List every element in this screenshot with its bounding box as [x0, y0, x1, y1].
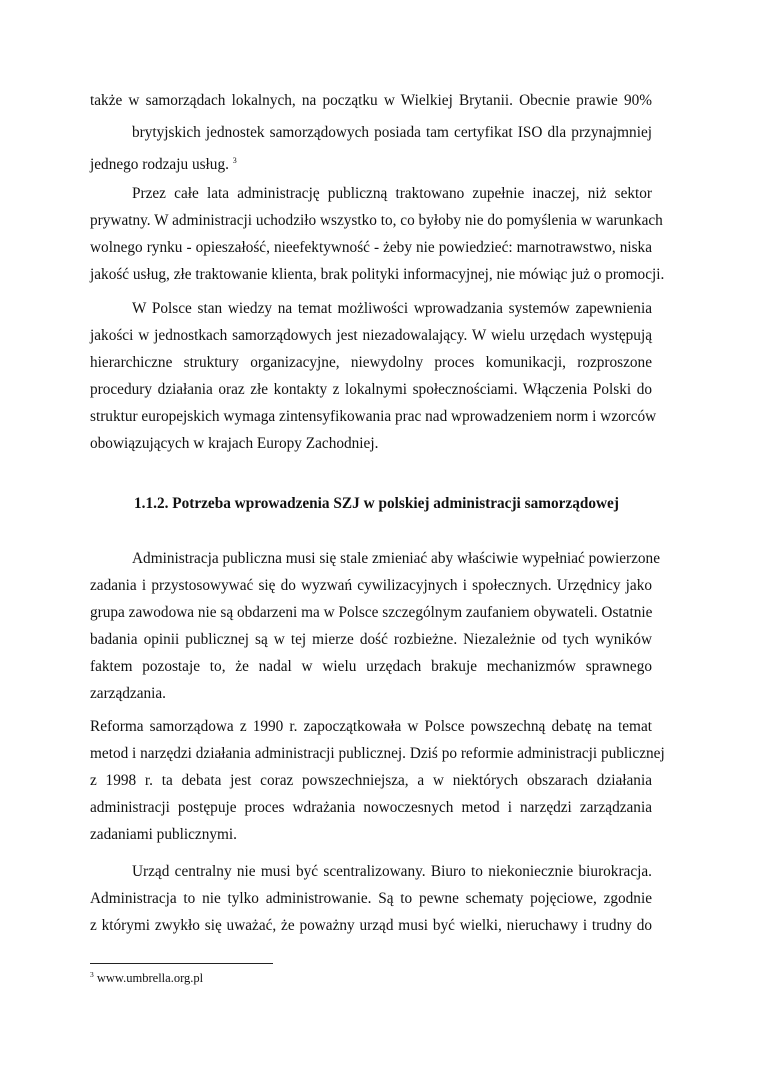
paragraph-line: hierarchiczne struktury organizacyjne, niewydolny proces komunikacji, rozproszone	[90, 354, 652, 371]
paragraph-line	[90, 152, 652, 174]
paragraph-line: Urząd centralny nie musi być scentralizowany. Biuro to niekoniecznie biurokracja.	[132, 863, 652, 880]
paragraph-line: Administracja to nie tylko administrowanie. Są to pewne schematy pojęciowe, zgodnie	[90, 890, 652, 907]
text: jednego rodzaju usług.	[90, 156, 229, 173]
paragraph-line: brytyjskich jednostek samorządowych posiada tam certyfikat ISO dla przynajmniej	[132, 124, 652, 141]
paragraph-line: Administracja publiczna musi się stale zmieniać aby właściwie wypełniać powierzone	[132, 550, 660, 567]
paragraph-line: struktur europejskich wymaga zintensyfikowania prac nad wprowadzeniem norm i wzorców	[90, 408, 657, 425]
paragraph-line: Reforma samorządowa z 1990 r. zapoczątkowała w Polsce powszechną debatę na temat	[90, 718, 652, 735]
footnote-separator	[90, 963, 273, 964]
paragraph-line: grupa zawodowa nie są obdarzeni ma w Polsce szczególnym zaufaniem obywateli. Ostatnie	[90, 604, 653, 621]
footnote-reference[interactable]: 3	[232, 156, 237, 165]
footnote-text: www.umbrella.org.pl	[96, 971, 204, 985]
paragraph-line: jakość usług, złe traktowanie klienta, brak polityki informacyjnej, nie mówiąc już o promocji.	[90, 266, 665, 283]
footnote	[90, 970, 203, 986]
paragraph-line: także w samorządach lokalnych, na początku w Wielkiej Brytanii. Obecnie prawie 90%	[90, 92, 652, 109]
paragraph-line: procedury działania oraz złe kontakty z lokalnymi społecznościami. Włączenia Polski do	[90, 381, 652, 398]
paragraph-line: z którymi zwykło się uważać, że poważny urząd musi być wielki, nieruchawy i trudny do	[90, 917, 652, 934]
paragraph-line: administracji postępuje proces wdrażania nowoczesnych metod i narzędzi zarządzania	[90, 799, 652, 816]
paragraph-line: Przez całe lata administrację publiczną traktowano zupełnie inaczej, niż sektor	[132, 185, 652, 202]
paragraph-line: obowiązujących w krajach Europy Zachodniej.	[90, 435, 379, 452]
paragraph-line: zadania i przystosowywać się do wyzwań cywilizacyjnych i społecznych. Urzędnicy jako	[90, 577, 652, 594]
paragraph-line: jakości w jednostkach samorządowych jest niezadowalający. W wielu urzędach występują	[90, 327, 652, 344]
paragraph-line: metod i narzędzi działania administracji publicznej. Dziś po reformie administracji publicznej	[90, 745, 665, 762]
paragraph-line: faktem pozostaje to, że nadal w wielu urzędach brakuje mechanizmów sprawnego	[90, 658, 652, 675]
footnote-number: 3	[90, 970, 94, 979]
section-heading: 1.1.2. Potrzeba wprowadzenia SZJ w polskiej administracji samorządowej	[134, 495, 619, 512]
paragraph-line: zadaniami publicznymi.	[90, 826, 237, 843]
paragraph-line: badania opinii publicznej są w tej mierze dość rozbieżne. Niezależnie od tych wyników	[90, 631, 652, 648]
paragraph-line: wolnego rynku - opieszałość, nieefektywność - żeby nie powiedzieć: marnotrawstwo, niska	[90, 239, 652, 256]
paragraph-line: prywatny. W administracji uchodziło wszystko to, co byłoby nie do pomyślenia w warunkach	[90, 212, 663, 229]
paragraph-line: W Polsce stan wiedzy na temat możliwości wprowadzania systemów zapewnienia	[132, 300, 652, 317]
paragraph-line: z 1998 r. ta debata jest coraz powszechniejsza, a w niektórych obszarach działania	[90, 772, 652, 789]
paragraph-line: zarządzania.	[90, 685, 166, 702]
